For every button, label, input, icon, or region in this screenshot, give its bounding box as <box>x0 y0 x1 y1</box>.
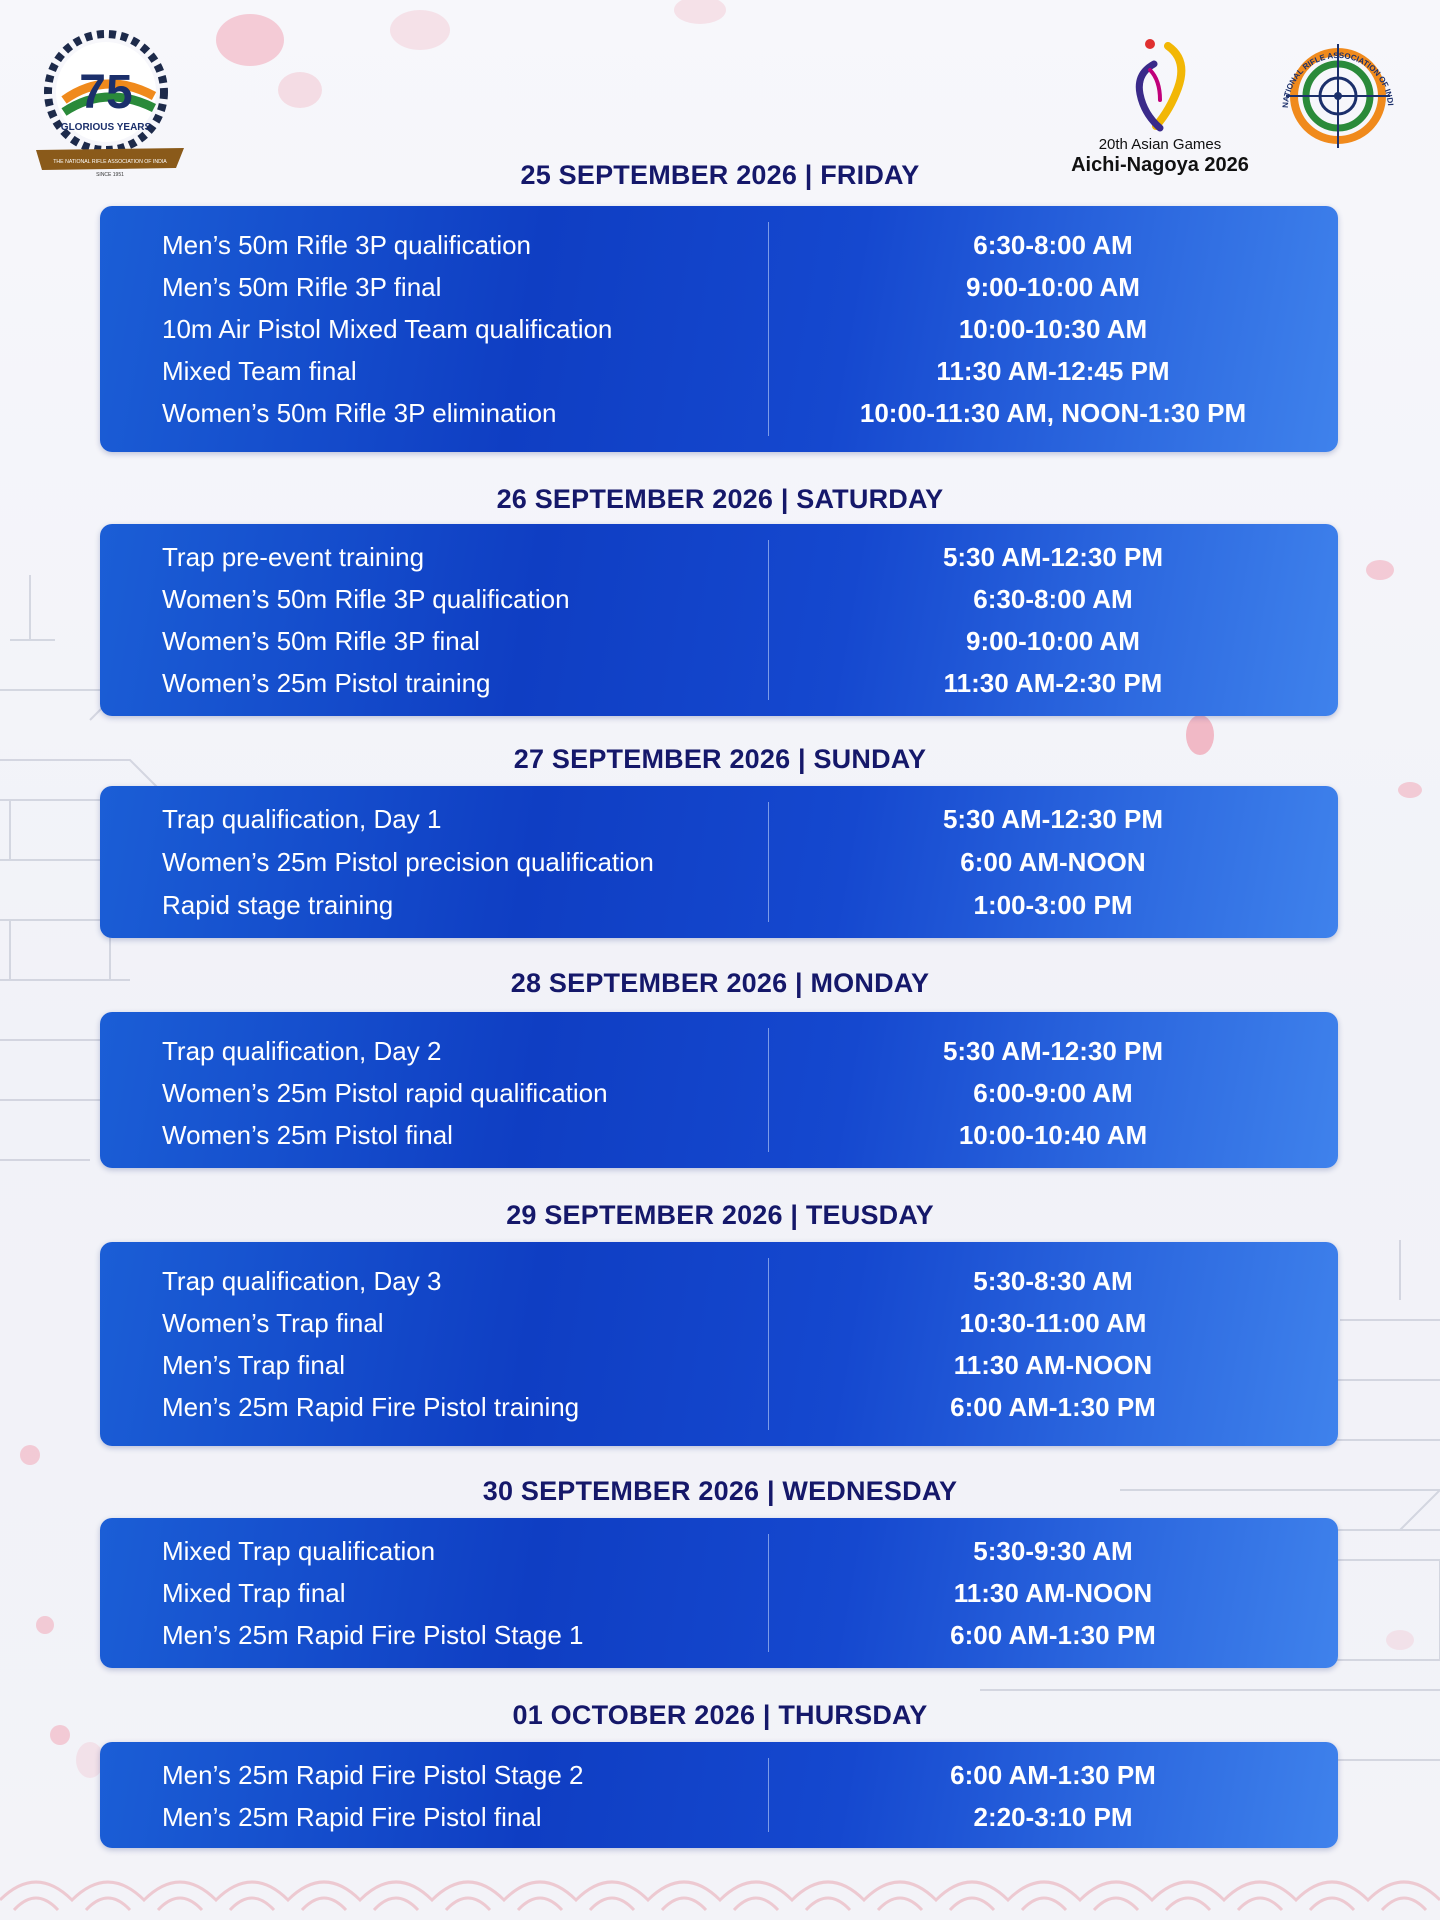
table-row <box>100 224 1338 266</box>
schedule-card <box>100 1012 1338 1168</box>
asian-games-emblem-icon <box>1060 30 1260 134</box>
table-row <box>100 350 1338 392</box>
event-time: 5:30-8:30 AM <box>973 1266 1133 1296</box>
table-row <box>100 884 1338 926</box>
date-heading: 01 OCTOBER 2026 | THURSDAY <box>512 1700 928 1730</box>
event-name: Men’s 50m Rifle 3P final <box>162 272 442 302</box>
event-time: 1:00-3:00 PM <box>973 890 1133 920</box>
table-row <box>100 1260 1338 1302</box>
event-name: Men’s 25m Rapid Fire Pistol Stage 2 <box>162 1760 584 1790</box>
event-time: 11:30 AM-NOON <box>953 1578 1153 1608</box>
table-row <box>100 1530 1338 1572</box>
table-row <box>100 1072 1338 1114</box>
nrai-logo-text: NATIONAL RIFLE ASSOCIATION OF INDI <box>1280 50 1395 109</box>
event-time: 11:30 AM-2:30 PM <box>943 668 1163 698</box>
date-heading: 29 SEPTEMBER 2026 | TEUSDAY <box>506 1200 934 1230</box>
table-row <box>100 1754 1338 1796</box>
event-time: 11:30 AM-NOON <box>953 1350 1153 1380</box>
table-row <box>100 1344 1338 1386</box>
event-time: 6:00-9:00 AM <box>973 1078 1133 1108</box>
date-heading: 25 SEPTEMBER 2026 | FRIDAY <box>520 160 920 190</box>
wave-pattern-footer <box>0 1882 1440 1910</box>
table-row <box>100 1302 1338 1344</box>
event-name: Men’s 25m Rapid Fire Pistol Stage 1 <box>162 1620 584 1650</box>
date-heading: 26 SEPTEMBER 2026 | SATURDAY <box>496 484 944 514</box>
schedule-card <box>100 1242 1338 1446</box>
table-row <box>100 620 1338 662</box>
event-time: 6:30-8:00 AM <box>973 230 1133 260</box>
schedule-card <box>100 524 1338 716</box>
table-row <box>100 392 1338 434</box>
schedule-card <box>100 1742 1338 1848</box>
event-name: Trap qualification, Day 2 <box>162 1036 442 1066</box>
event-name: Women’s 50m Rifle 3P elimination <box>162 398 557 428</box>
event-name: Women’s 25m Pistol training <box>162 668 491 698</box>
date-heading: 30 SEPTEMBER 2026 | WEDNESDAY <box>482 1476 958 1506</box>
table-row <box>100 536 1338 578</box>
event-name: Men’s Trap final <box>162 1350 346 1380</box>
event-time: 6:00 AM-1:30 PM <box>950 1392 1156 1422</box>
table-row <box>100 308 1338 350</box>
date-heading: 28 SEPTEMBER 2026 | MONDAY <box>510 968 930 998</box>
event-name: 10m Air Pistol Mixed Team qualification <box>162 314 613 344</box>
event-name: Men’s 25m Rapid Fire Pistol training <box>162 1392 580 1422</box>
event-time: 11:30 AM-12:45 PM <box>936 356 1170 386</box>
table-row <box>100 1614 1338 1656</box>
event-time: 10:30-11:00 AM <box>959 1308 1147 1338</box>
nra-75-icon <box>34 30 184 180</box>
event-time: 2:20-3:10 PM <box>973 1802 1133 1832</box>
event-time: 5:30 AM-12:30 PM <box>942 1036 1164 1066</box>
event-time: 5:30-9:30 AM <box>973 1536 1133 1566</box>
event-time: 10:00-10:40 AM <box>958 1120 1148 1150</box>
logo-ribbon-text: THE NATIONAL RIFLE ASSOCIATION OF INDIA <box>53 159 167 165</box>
event-name: Men’s 25m Rapid Fire Pistol final <box>162 1802 542 1832</box>
event-name: Trap qualification, Day 3 <box>162 1266 442 1296</box>
event-time: 5:30 AM-12:30 PM <box>942 542 1164 572</box>
event-name: Mixed Trap qualification <box>162 1536 436 1566</box>
table-row <box>100 578 1338 620</box>
event-name: Women’s 50m Rifle 3P final <box>162 626 480 656</box>
event-name: Mixed Team final <box>162 356 357 386</box>
event-time: 9:00-10:00 AM <box>966 626 1140 656</box>
event-time: 6:00 AM-1:30 PM <box>950 1760 1156 1790</box>
logo-glorious-years: GLORIOUS YEARS <box>60 122 152 133</box>
nrai-logo <box>1268 38 1408 178</box>
event-name: Rapid stage training <box>162 890 394 920</box>
event-time: 6:00 AM-NOON <box>960 847 1146 877</box>
event-name: Women’s 25m Pistol final <box>162 1120 453 1150</box>
event-time: 5:30 AM-12:30 PM <box>942 804 1164 834</box>
schedule-card <box>100 206 1338 452</box>
event-name: Men’s 50m Rifle 3P qualification <box>162 230 532 260</box>
nra-75-glorious-years-logo <box>34 30 184 180</box>
event-name: Mixed Trap final <box>162 1578 346 1608</box>
event-name: Women’s Trap final <box>162 1308 384 1338</box>
table-row <box>100 1030 1338 1072</box>
event-time: 6:00 AM-1:30 PM <box>950 1620 1156 1650</box>
table-row <box>100 1796 1338 1838</box>
logo-since-text: SINCE 1951 <box>96 172 124 178</box>
schedule-card <box>100 786 1338 938</box>
table-row <box>100 798 1338 840</box>
asian-games-logo <box>1060 30 1260 180</box>
event-name: Women’s 25m Pistol rapid qualification <box>162 1078 608 1108</box>
logo-75-number: 75 <box>79 66 133 119</box>
date-heading: 27 SEPTEMBER 2026 | SUNDAY <box>513 744 927 774</box>
table-row <box>100 1114 1338 1156</box>
event-time: 9:00-10:00 AM <box>966 272 1140 302</box>
event-name: Women’s 50m Rifle 3P qualification <box>162 584 570 614</box>
table-row <box>100 662 1338 704</box>
table-row <box>100 1572 1338 1614</box>
table-row <box>100 841 1338 883</box>
table-row <box>100 1386 1338 1428</box>
event-time: 6:30-8:00 AM <box>973 584 1133 614</box>
asian-games-title: 20th Asian Games <box>1098 136 1222 153</box>
event-time: 10:00-10:30 AM <box>958 314 1148 344</box>
event-name: Trap pre-event training <box>162 542 425 572</box>
asian-games-city: Aichi-Nagoya 2026 <box>1071 154 1249 176</box>
nrai-target-icon <box>1268 38 1408 178</box>
table-row <box>100 266 1338 308</box>
event-time: 10:00-11:30 AM, NOON-1:30 PM <box>859 398 1247 428</box>
schedule-card <box>100 1518 1338 1668</box>
event-name: Trap qualification, Day 1 <box>162 804 442 834</box>
event-name: Women’s 25m Pistol precision qualification <box>162 847 654 877</box>
